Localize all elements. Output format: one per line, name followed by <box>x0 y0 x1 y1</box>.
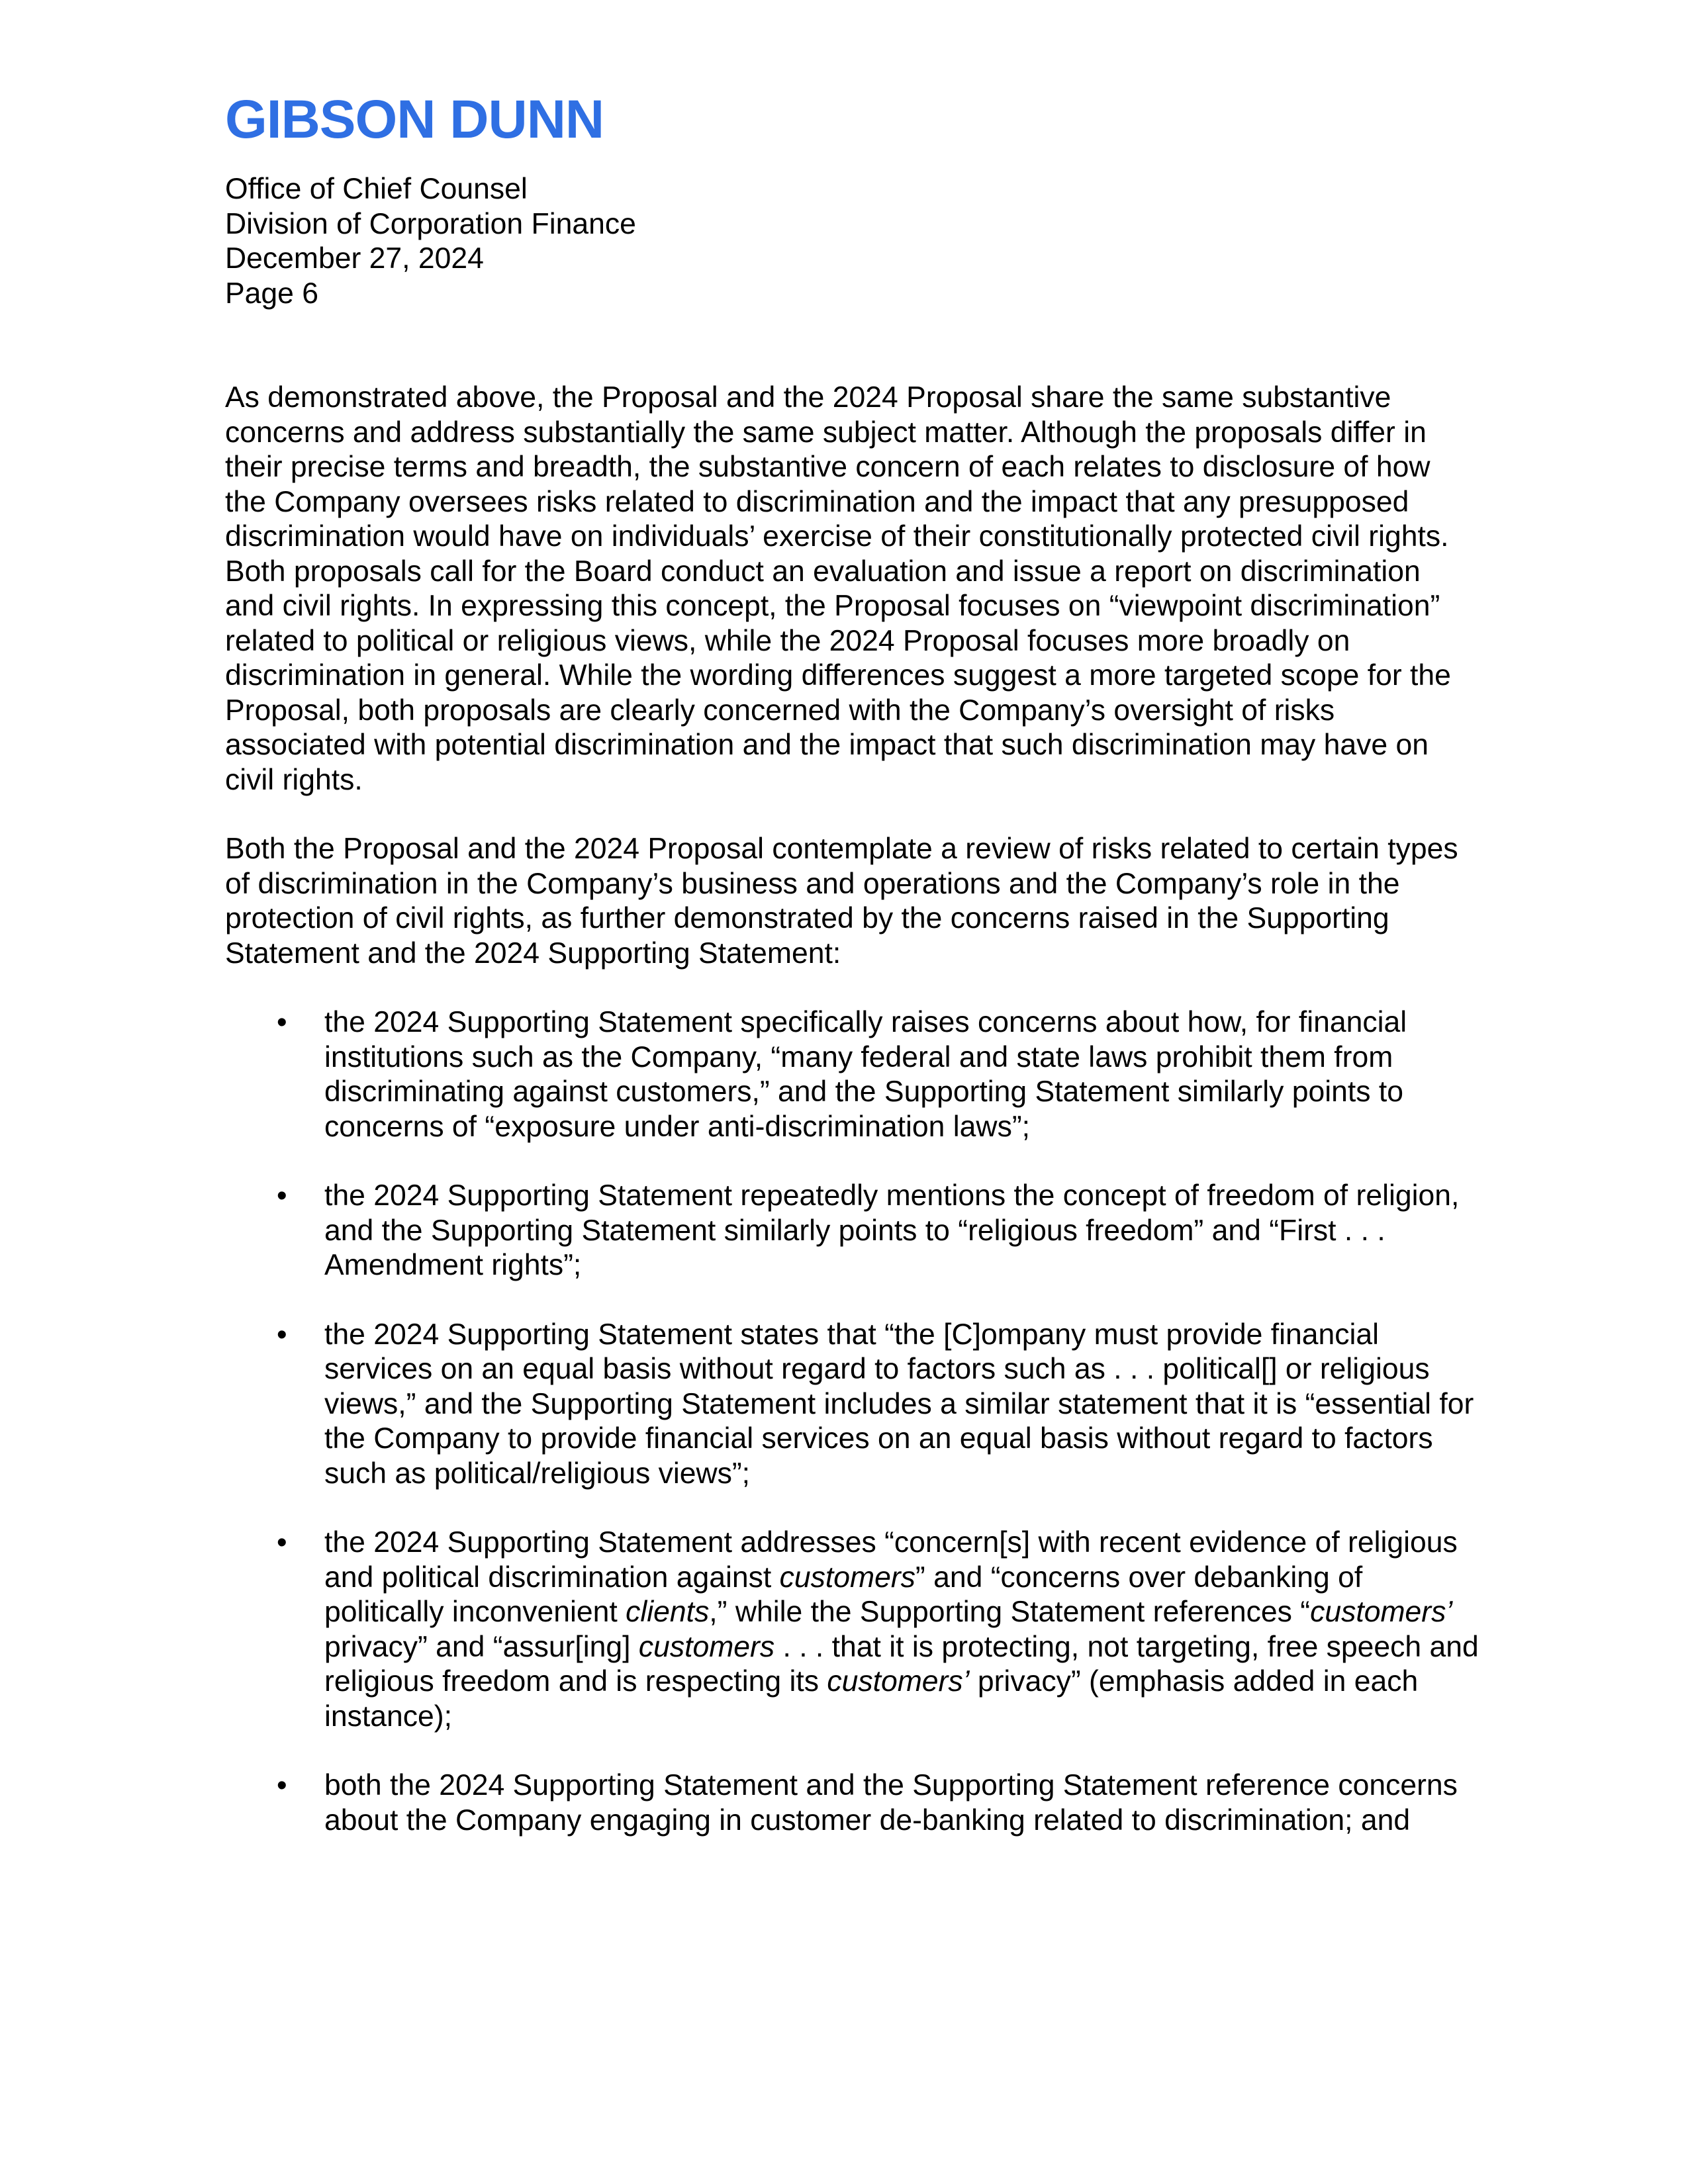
bullet-text-run: ,” while the Supporting Statement references “ <box>709 1596 1311 1628</box>
document-page <box>225 89 1479 1872</box>
bullet-item <box>225 1005 1489 1144</box>
bullet-marker-icon: • <box>277 1526 287 1559</box>
bullet-text-run: the 2024 Supporting Statement states that “the [C]ompany must provide financial services on an equal basis without regard to factors such as . . . political[] or religious views,” and the Supporting Statement includes a similar statement that it is “essential for the Company to provide financial services on an equal basis without regard to factors such as political/religious views”; <box>324 1318 1474 1490</box>
body-paragraph: Both the Proposal and the 2024 Proposal contemplate a review of risks related to certain types of discrimination in the Company’s business and operations and the Company’s role in the protection of civil rights, as further demonstrated by the concerns raised in the Supporting Statement and the 2024 Supporting Statement: <box>225 833 1458 970</box>
emphasized-text: customers’ <box>827 1665 970 1698</box>
emphasized-text: customers <box>779 1561 915 1594</box>
bullet-text <box>324 1525 1489 1734</box>
bullet-marker-icon: • <box>277 1318 287 1351</box>
bullet-text-run: both the 2024 Supporting Statement and the Supporting Statement reference concerns about the Company engaging in customer de-banking related to discrimination; and <box>324 1769 1458 1837</box>
bullet-text-run: . . . that it is protecting, not targeting, free speech and religious freedom and is respecting its <box>324 1630 1479 1698</box>
recipient-division: Division of Corporation Finance <box>225 207 636 240</box>
firm-logo: GIBSON DUNN <box>225 89 604 150</box>
letter-header <box>225 172 1470 311</box>
bullet-text <box>324 1179 1489 1283</box>
bullet-item <box>225 1768 1489 1838</box>
bullet-text-run: the 2024 Supporting Statement specifically raises concerns about how, for financial institutions such as the Company, “many federal and state laws prohibit them from discriminating against customers,” and the Supporting Statement similarly points to concerns of “exposure under anti-discrimination laws”; <box>324 1006 1407 1143</box>
bullet-text <box>324 1768 1489 1838</box>
bullet-text-run: ” and “concerns over debanking of politically inconvenient <box>324 1561 1363 1628</box>
letter-body <box>225 381 1479 1838</box>
bullet-text-run: privacy” (emphasis added in each instance); <box>324 1665 1419 1733</box>
bullet-text-run: the 2024 Supporting Statement addresses “concern[s] with recent evidence of religious and political discrimination against <box>324 1526 1458 1594</box>
emphasized-text: customers <box>638 1630 775 1663</box>
bullet-text <box>324 1005 1489 1144</box>
bullet-text <box>324 1318 1489 1492</box>
emphasized-text: clients <box>626 1596 710 1628</box>
emphasized-text: customers’ <box>1310 1596 1453 1628</box>
body-paragraph: As demonstrated above, the Proposal and the 2024 Proposal share the same substantive concerns and address substantially the same subject matter. Although the proposals differ in their precise terms and breadth, the substantive concern of each relates to disclosure of how the Company oversees risks related to discrimination and the impact that any presupposed discrimination would have on individuals’ exercise of their constitutionally protected civil rights. Both proposals call for the Board conduct an evaluation and issue a report on discrimination and civil rights. In expressing this concept, the Proposal focuses on “viewpoint discrimination” related to political or religious views, while the 2024 Proposal focuses more broadly on discrimination in general. While the wording differences suggest a more targeted scope for the Proposal, both proposals are clearly concerned with the Company’s oversight of risks associated with potential discrimination and the impact that such discrimination may have on civil rights. <box>225 381 1451 796</box>
bullet-item <box>225 1318 1489 1492</box>
recipient-office: Office of Chief Counsel <box>225 173 528 205</box>
bullet-item <box>225 1525 1489 1734</box>
bullet-text-run: privacy” and “assur[ing] <box>324 1630 639 1663</box>
bullet-marker-icon: • <box>277 1769 287 1801</box>
bullet-marker-icon: • <box>277 1179 287 1212</box>
bullet-text-run: the 2024 Supporting Statement repeatedly mentions the concept of freedom of religion, and the Supporting Statement similarly points to “religious freedom” and “First . . . Amendment rights”; <box>324 1179 1460 1281</box>
bullet-item <box>225 1179 1489 1283</box>
bullet-marker-icon: • <box>277 1006 287 1038</box>
bullet-list <box>225 1005 1479 1838</box>
letter-date: December 27, 2024 <box>225 242 484 275</box>
page-number: Page 6 <box>225 277 319 310</box>
